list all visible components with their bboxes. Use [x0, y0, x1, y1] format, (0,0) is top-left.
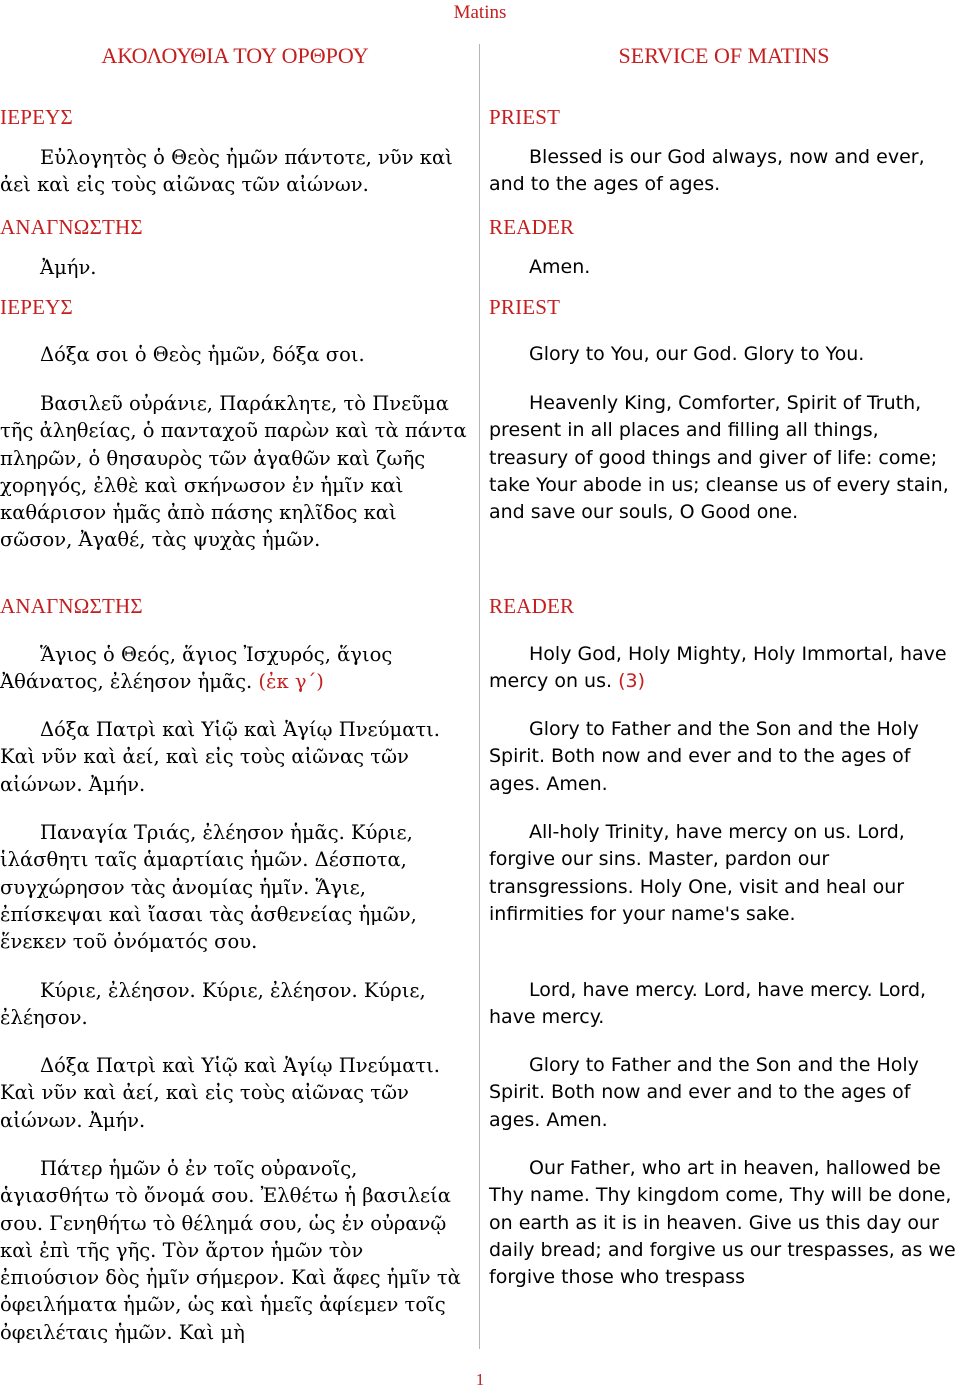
english-paragraph: Lord, have mercy. Lord, have mercy. Lord, have mercy. — [489, 979, 927, 1029]
greek-paragraph: Ἀμήν. — [40, 256, 97, 279]
role-label: ΑΝΑΓΝΩΣΤΗΣ — [0, 215, 143, 239]
role-label: READER — [489, 594, 575, 618]
english-paragraph: All-holy Trinity, have mercy on us. Lord, forgive our sins. Master, pardon our transgressions. Holy One, visit and heal our infirmities for your name's sake. — [489, 821, 905, 925]
english-paragraph: Glory to Father and the Son and the Holy Spirit. Both now and ever and to the ages of ages. Amen. — [489, 1054, 919, 1131]
running-title: Matins — [453, 2, 507, 23]
page-number: 1 — [475, 1370, 485, 1389]
english-paragraph: Blessed is our God always, now and ever, and to the ages of ages. — [489, 146, 925, 196]
greek-paragraph: Κύριε, ἐλέησον. Κύριε, ἐλέησον. Κύριε, ἐλέησον. — [0, 979, 426, 1030]
english-paragraph: Glory to Father and the Son and the Holy Spirit. Both now and ever and to the ages of ages. Amen. — [489, 718, 919, 795]
greek-paragraph: Βασιλεῦ οὐράνιε, Παράκλητε, τὸ Πνεῦμα τῆς ἀληθείας, ὁ πανταχοῦ παρὼν καὶ τὰ πάντα πληρῶν, ὁ θησαυρὸς τῶν ἀγαθῶν καὶ ζωῆς χορηγός, ἐλθὲ καὶ σκήνωσον ἐν ἡμῖν καὶ καθάρισον ἡμᾶς ἀπὸ πάσης κηλῖδος καὶ σῶσον, Ἀγαθέ, τὰς ψυχὰς ἡμῶν. — [0, 392, 467, 552]
column-divider — [479, 44, 480, 1349]
greek-paragraph — [0, 641, 468, 696]
paragraph-text: Holy God, Holy Mighty, Holy Immortal, have mercy on us. — [489, 643, 947, 693]
greek-paragraph: Δόξα Πατρὶ καὶ Υἱῷ καὶ Ἁγίῳ Πνεύματι. Καὶ νῦν καὶ ἀεί, καὶ εἰς τοὺς αἰῶνας τῶν αἰώνων. Ἀμήν. — [0, 718, 440, 796]
role-label: ΙΕΡΕΥΣ — [0, 295, 73, 319]
english-paragraph — [489, 641, 959, 696]
greek-paragraph: Πάτερ ἡμῶν ὁ ἐν τοῖς οὐρανοῖς, ἁγιασθήτω τὸ ὄνομά σου. Ἐλθέτω ἡ βασιλεία σου. Γενηθήτω τὸ θέλημά σου, ὡς ἐν οὐρανῷ καὶ ἐπὶ τῆς γῆς. Τὸν ἄρτον ἡμῶν τὸν ἐπιούσιον δὸς ἡμῖν σήμερον. Καὶ ἄφες ἡμῖν τὰ ὀφειλήματα ἡμῶν, ὡς καὶ ἡμεῖς ἀφίεμεν τοῖς ὀφειλέταις ἡμῶν. Καὶ μὴ — [0, 1157, 461, 1344]
english-paragraph: Glory to You, our God. Glory to You. — [529, 343, 865, 365]
greek-paragraph: Δόξα σοι ὁ Θεὸς ἡμῶν, δόξα σοι. — [40, 343, 365, 366]
repeat-note: (ἐκ γ΄) — [258, 670, 324, 694]
role-label: PRIEST — [489, 105, 561, 129]
greek-paragraph: Δόξα Πατρὶ καὶ Υἱῷ καὶ Ἁγίῳ Πνεύματι. Καὶ νῦν καὶ ἀεί, καὶ εἰς τοὺς αἰῶνας τῶν αἰώνων. Ἀμήν. — [0, 1054, 440, 1132]
greek-paragraph: Παναγία Τριάς, ἐλέησον ἡμᾶς. Κύριε, ἱλάσθητι ταῖς ἁμαρτίαις ἡμῶν. Δέσποτα, συγχώρησον τὰς ἀνομίας ἡμῖν. Ἅγιε, ἐπίσκεψαι καὶ ἴασαι τὰς ἀσθενείας ἡμῶν, ἕνεκεν τοῦ ὀνόματός σου. — [0, 821, 417, 954]
english-paragraph: Our Father, who art in heaven, hallowed be Thy name. Thy kingdom come, Thy will be done, on earth as it is in heaven. Give us this day our daily bread; and forgive us our trespasses, as we forgive those who trespass — [489, 1157, 956, 1289]
role-label: PRIEST — [489, 295, 561, 319]
english-paragraph: Amen. — [529, 256, 591, 278]
english-title: SERVICE OF MATINS — [618, 43, 830, 68]
role-label: READER — [489, 215, 575, 239]
greek-paragraph: Εὐλογητὸς ὁ Θεὸς ἡμῶν πάντοτε, νῦν καὶ ἀεὶ καὶ εἰς τοὺς αἰῶνας τῶν αἰώνων. — [0, 146, 453, 197]
repeat-note: (3) — [618, 670, 645, 693]
paragraph-text: Ἅγιος ὁ Θεός, ἅγιος Ἰσχυρός, ἅγιος Ἀθάνατος, ἐλέησον ἡμᾶς. — [0, 643, 393, 694]
role-label: ΙΕΡΕΥΣ — [0, 105, 73, 129]
greek-title: ΑΚΟΛΟΥΘΙΑ ΤΟΥ ΟΡΘΡΟΥ — [101, 43, 369, 68]
english-paragraph: Heavenly King, Comforter, Spirit of Truth, present in all places and filling all things, treasury of good things and giver of life: come; take Your abode in us; cleanse us of every stain, and save our souls, O Good one. — [489, 392, 949, 524]
role-label: ΑΝΑΓΝΩΣΤΗΣ — [0, 594, 143, 618]
